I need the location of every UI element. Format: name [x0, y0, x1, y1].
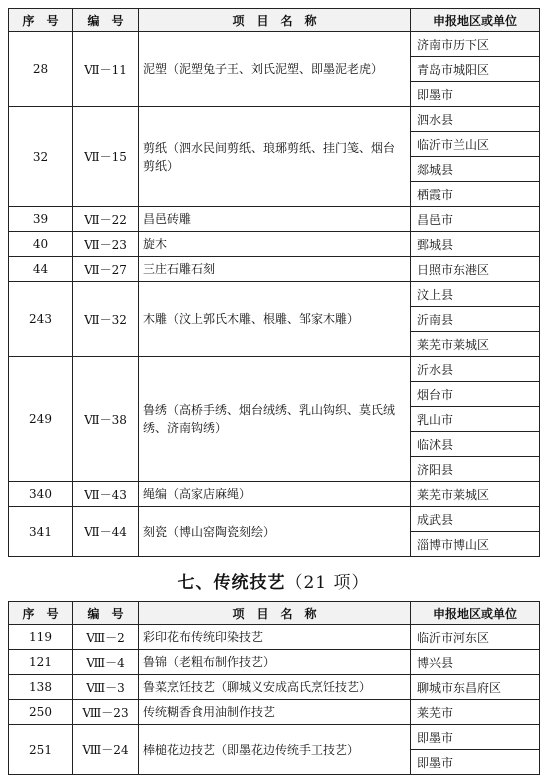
cell-seq: 250 [9, 700, 73, 725]
cell-code: Ⅶ－11 [73, 32, 139, 107]
table-body [9, 32, 540, 557]
table-row [9, 675, 540, 700]
cell-area: 莱芜市莱城区 [411, 332, 540, 357]
cell-name: 泥塑（泥塑兔子王、刘氏泥塑、即墨泥老虎） [139, 32, 411, 107]
section-count: （21 项） [285, 573, 370, 593]
cell-area: 日照市东港区 [411, 257, 540, 282]
cell-seq: 119 [9, 625, 73, 650]
cell-code: Ⅶ－27 [73, 257, 139, 282]
table-row [9, 700, 540, 725]
cell-name: 鲁锦（老粗布制作技艺） [139, 650, 411, 675]
table-row [9, 207, 540, 232]
cell-area: 博兴县 [411, 650, 540, 675]
cell-seq: 249 [9, 357, 73, 482]
heritage-table-1 [8, 8, 540, 557]
header-name: 项 目 名 称 [139, 602, 411, 625]
header-code: 编 号 [73, 9, 139, 32]
table-row [9, 282, 540, 307]
table-row [9, 725, 540, 750]
cell-area: 沂水县 [411, 357, 540, 382]
cell-area: 临沂市兰山区 [411, 132, 540, 157]
cell-name: 昌邑砖雕 [139, 207, 411, 232]
cell-name: 鲁菜烹饪技艺（聊城义安成高氏烹饪技艺） [139, 675, 411, 700]
cell-area: 泗水县 [411, 107, 540, 132]
cell-code: Ⅶ－43 [73, 482, 139, 507]
cell-area: 成武县 [411, 507, 540, 532]
cell-code: Ⅷ－4 [73, 650, 139, 675]
cell-name: 彩印花布传统印染技艺 [139, 625, 411, 650]
cell-name: 绳编（高家店麻绳） [139, 482, 411, 507]
cell-seq: 40 [9, 232, 73, 257]
cell-area: 汶上县 [411, 282, 540, 307]
cell-area: 青岛市城阳区 [411, 57, 540, 82]
cell-code: Ⅷ－24 [73, 725, 139, 775]
cell-seq: 32 [9, 107, 73, 207]
cell-area: 莱芜市莱城区 [411, 482, 540, 507]
cell-name: 传统糊香食用油制作技艺 [139, 700, 411, 725]
cell-code: Ⅶ－15 [73, 107, 139, 207]
table-row [9, 107, 540, 132]
table-header-row [9, 602, 540, 625]
table-body [9, 625, 540, 775]
cell-area: 即墨市 [411, 750, 540, 775]
cell-seq: 39 [9, 207, 73, 232]
cell-name: 木雕（汶上郭氏木雕、根雕、邹家木雕） [139, 282, 411, 357]
cell-seq: 243 [9, 282, 73, 357]
heritage-table-2 [8, 601, 540, 775]
header-seq: 序 号 [9, 9, 73, 32]
cell-code: Ⅷ－3 [73, 675, 139, 700]
cell-seq: 28 [9, 32, 73, 107]
cell-area: 即墨市 [411, 82, 540, 107]
header-area: 申报地区或单位 [411, 9, 540, 32]
cell-seq: 251 [9, 725, 73, 775]
table-row [9, 625, 540, 650]
cell-name: 旋木 [139, 232, 411, 257]
table-row [9, 232, 540, 257]
cell-name: 棒槌花边技艺（即墨花边传统手工技艺） [139, 725, 411, 775]
table-row [9, 32, 540, 57]
section-title [0, 568, 547, 593]
cell-area: 乳山市 [411, 407, 540, 432]
table-row [9, 357, 540, 382]
table-row [9, 650, 540, 675]
section-title-text: 七、传统技艺 [177, 573, 286, 593]
cell-name: 剪纸（泗水民间剪纸、琅琊剪纸、挂门笺、烟台剪纸） [139, 107, 411, 207]
cell-area: 济阳县 [411, 457, 540, 482]
table-row [9, 507, 540, 532]
cell-code: Ⅶ－23 [73, 232, 139, 257]
cell-area: 济南市历下区 [411, 32, 540, 57]
cell-area: 临沭县 [411, 432, 540, 457]
cell-area: 郯城县 [411, 157, 540, 182]
cell-seq: 44 [9, 257, 73, 282]
cell-code: Ⅷ－2 [73, 625, 139, 650]
cell-code: Ⅶ－44 [73, 507, 139, 557]
cell-area: 昌邑市 [411, 207, 540, 232]
cell-area: 沂南县 [411, 307, 540, 332]
header-seq: 序 号 [9, 602, 73, 625]
cell-area: 鄄城县 [411, 232, 540, 257]
cell-seq: 340 [9, 482, 73, 507]
cell-area: 栖霞市 [411, 182, 540, 207]
cell-area: 即墨市 [411, 725, 540, 750]
cell-seq: 138 [9, 675, 73, 700]
table-row [9, 482, 540, 507]
cell-seq: 121 [9, 650, 73, 675]
cell-seq: 341 [9, 507, 73, 557]
cell-name: 刻瓷（博山窑陶瓷刻绘） [139, 507, 411, 557]
cell-name: 三庄石雕石刻 [139, 257, 411, 282]
cell-code: Ⅶ－32 [73, 282, 139, 357]
cell-code: Ⅶ－22 [73, 207, 139, 232]
cell-area: 临沂市河东区 [411, 625, 540, 650]
cell-area: 莱芜市 [411, 700, 540, 725]
cell-area: 烟台市 [411, 382, 540, 407]
cell-name: 鲁绣（高桥手绣、烟台绒绣、乳山钩织、莫氏绒绣、济南钩绣） [139, 357, 411, 482]
table-header-row [9, 9, 540, 32]
cell-code: Ⅷ－23 [73, 700, 139, 725]
header-name: 项 目 名 称 [139, 9, 411, 32]
cell-code: Ⅶ－38 [73, 357, 139, 482]
cell-area: 淄博市博山区 [411, 532, 540, 557]
header-area: 申报地区或单位 [411, 602, 540, 625]
cell-area: 聊城市东昌府区 [411, 675, 540, 700]
header-code: 编 号 [73, 602, 139, 625]
table-row [9, 257, 540, 282]
